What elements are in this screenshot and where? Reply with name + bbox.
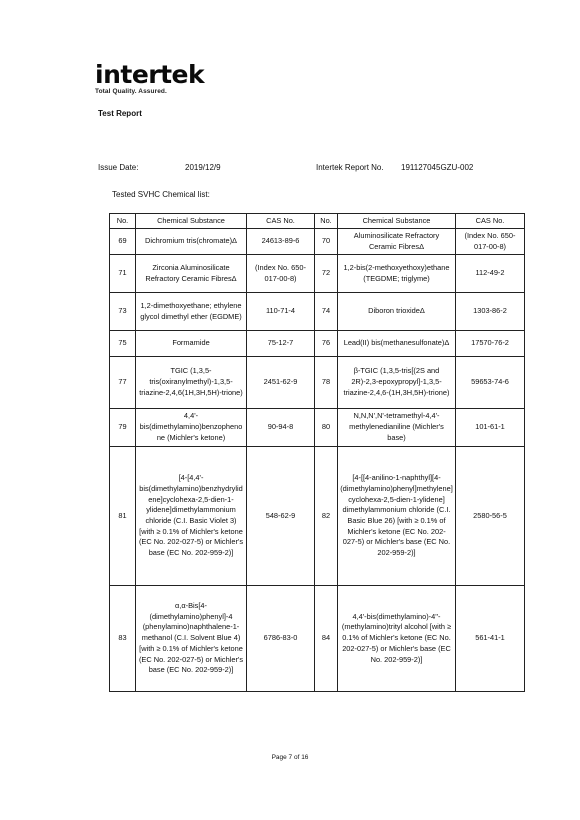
header-chemical-substance: Chemical Substance xyxy=(338,214,456,229)
cas-number: 548-62-9 xyxy=(247,447,315,586)
row-number: 76 xyxy=(315,331,338,357)
table-row xyxy=(110,293,525,331)
chemical-substance: 4,4'-bis(dimethylamino)-4''-(methylamino)trityl alcohol [with ≥ 0.1% of Michler's ketone (EC No. 202-027-5) or Michler's base (EC No. 202-959-2)] xyxy=(338,586,456,692)
row-number: 82 xyxy=(315,447,338,586)
chemical-substance: β-TGIC (1,3,5-tris[(2S and 2R)-2,3-epoxypropyl]-1,3,5-triazine-2,4,6-(1H,3H,5H)-trione) xyxy=(338,357,456,409)
header-no: No. xyxy=(110,214,136,229)
row-number: 70 xyxy=(315,229,338,255)
chemical-substance: N,N,N',N'-tetramethyl-4,4'-methylenedianiline (Michler's base) xyxy=(338,409,456,447)
cas-number: 112-49-2 xyxy=(456,255,525,293)
report-no-label: Intertek Report No. xyxy=(316,163,384,172)
table-row xyxy=(110,255,525,293)
cas-number: 6786-83-0 xyxy=(247,586,315,692)
table-row xyxy=(110,229,525,255)
report-title: Test Report xyxy=(98,109,142,118)
chemical-substance: Dichromium tris(chromate)Δ xyxy=(136,229,247,255)
cas-number: 2451-62-9 xyxy=(247,357,315,409)
cas-number: 101-61-1 xyxy=(456,409,525,447)
table-row xyxy=(110,331,525,357)
chemical-substance: Zirconia Aluminosilicate Refractory Ceramic FibresΔ xyxy=(136,255,247,293)
cas-number: 2580-56-5 xyxy=(456,447,525,586)
logo-tagline: Total Quality. Assured. xyxy=(95,88,167,95)
cas-number: 24613-89-6 xyxy=(247,229,315,255)
cas-number: 59653-74-6 xyxy=(456,357,525,409)
chemical-substance: 1,2-dimethoxyethane; ethylene glycol dimethyl ether (EGDME) xyxy=(136,293,247,331)
row-number: 71 xyxy=(110,255,136,293)
chemical-substance: α,α-Bis[4-(dimethylamino)phenyl]-4 (phenylamino)naphthalene-1-methanol (C.I. Solvent Blue 4) [with ≥ 0.1% of Michler's ketone (EC No. 202-027-5) or Michler's base (EC No. 202-959-2)] xyxy=(136,586,247,692)
cas-number: 90-94-8 xyxy=(247,409,315,447)
chemical-substance: [4-[[4-anilino-1-naphthyl][4-(dimethylamino)phenyl]methylene]cyclohexa-2,5-dien-1-ylidene] dimethylammonium chloride (C.I. Basic Blue 26) [with ≥ 0.1% of Michler's ketone (EC No. 202-027-5) or Michler's base (EC No. 202-959-2)] xyxy=(338,447,456,586)
header-cas-no: CAS No. xyxy=(456,214,525,229)
cas-number: 561-41-1 xyxy=(456,586,525,692)
chemical-substance: 4,4'-bis(dimethylamino)benzophenone (Michler's ketone) xyxy=(136,409,247,447)
table-row xyxy=(110,357,525,409)
row-number: 69 xyxy=(110,229,136,255)
chemical-substance: TGIC (1,3,5-tris(oxiranylmethyl)-1,3,5-triazine-2,4,6(1H,3H,5H)-trione) xyxy=(136,357,247,409)
row-number: 77 xyxy=(110,357,136,409)
page-number: Page 7 of 16 xyxy=(271,754,309,761)
row-number: 73 xyxy=(110,293,136,331)
table-row xyxy=(110,409,525,447)
cas-number: 75-12-7 xyxy=(247,331,315,357)
logo-wordmark: intertek xyxy=(95,60,205,89)
table-header-row xyxy=(110,214,525,229)
row-number: 80 xyxy=(315,409,338,447)
row-number: 81 xyxy=(110,447,136,586)
issue-date-label: Issue Date: xyxy=(98,163,139,172)
row-number: 79 xyxy=(110,409,136,447)
row-number: 84 xyxy=(315,586,338,692)
cas-number: (Index No. 650-017-00-8) xyxy=(456,229,525,255)
chemical-substance: 1,2-bis(2-methoxyethoxy)ethane (TEGDME; triglyme) xyxy=(338,255,456,293)
header-cas-no: CAS No. xyxy=(247,214,315,229)
table-row xyxy=(110,447,525,586)
row-number: 75 xyxy=(110,331,136,357)
row-number: 83 xyxy=(110,586,136,692)
table-row xyxy=(110,586,525,692)
chemical-substance: Diboron trioxideΔ xyxy=(338,293,456,331)
cas-number: 1303-86-2 xyxy=(456,293,525,331)
list-title: Tested SVHC Chemical list: xyxy=(112,190,210,199)
row-number: 74 xyxy=(315,293,338,331)
cas-number: 110-71-4 xyxy=(247,293,315,331)
svhc-table xyxy=(109,213,525,692)
report-no-value: 191127045GZU-002 xyxy=(401,163,474,172)
issue-date-value: 2019/12/9 xyxy=(185,163,221,172)
chemical-substance: Aluminosilicate Refractory Ceramic FibresΔ xyxy=(338,229,456,255)
row-number: 78 xyxy=(315,357,338,409)
chemical-substance: Lead(II) bis(methanesulfonate)Δ xyxy=(338,331,456,357)
chemical-substance: Formamide xyxy=(136,331,247,357)
cas-number: 17570-76-2 xyxy=(456,331,525,357)
chemical-substance: [4-[4,4'-bis(dimethylamino)benzhydrylidene]cyclohexa-2,5-dien-1-ylidene]dimethylammonium chloride (C.I. Basic Violet 3) [with ≥ 0.1% of Michler's ketone (EC No. 202-027-5) or Michler's base (EC No. 202-959-2)] xyxy=(136,447,247,586)
header-chemical-substance: Chemical Substance xyxy=(136,214,247,229)
intertek-logo xyxy=(95,62,204,95)
cas-number: (Index No. 650-017-00-8) xyxy=(247,255,315,293)
row-number: 72 xyxy=(315,255,338,293)
header-no: No. xyxy=(315,214,338,229)
